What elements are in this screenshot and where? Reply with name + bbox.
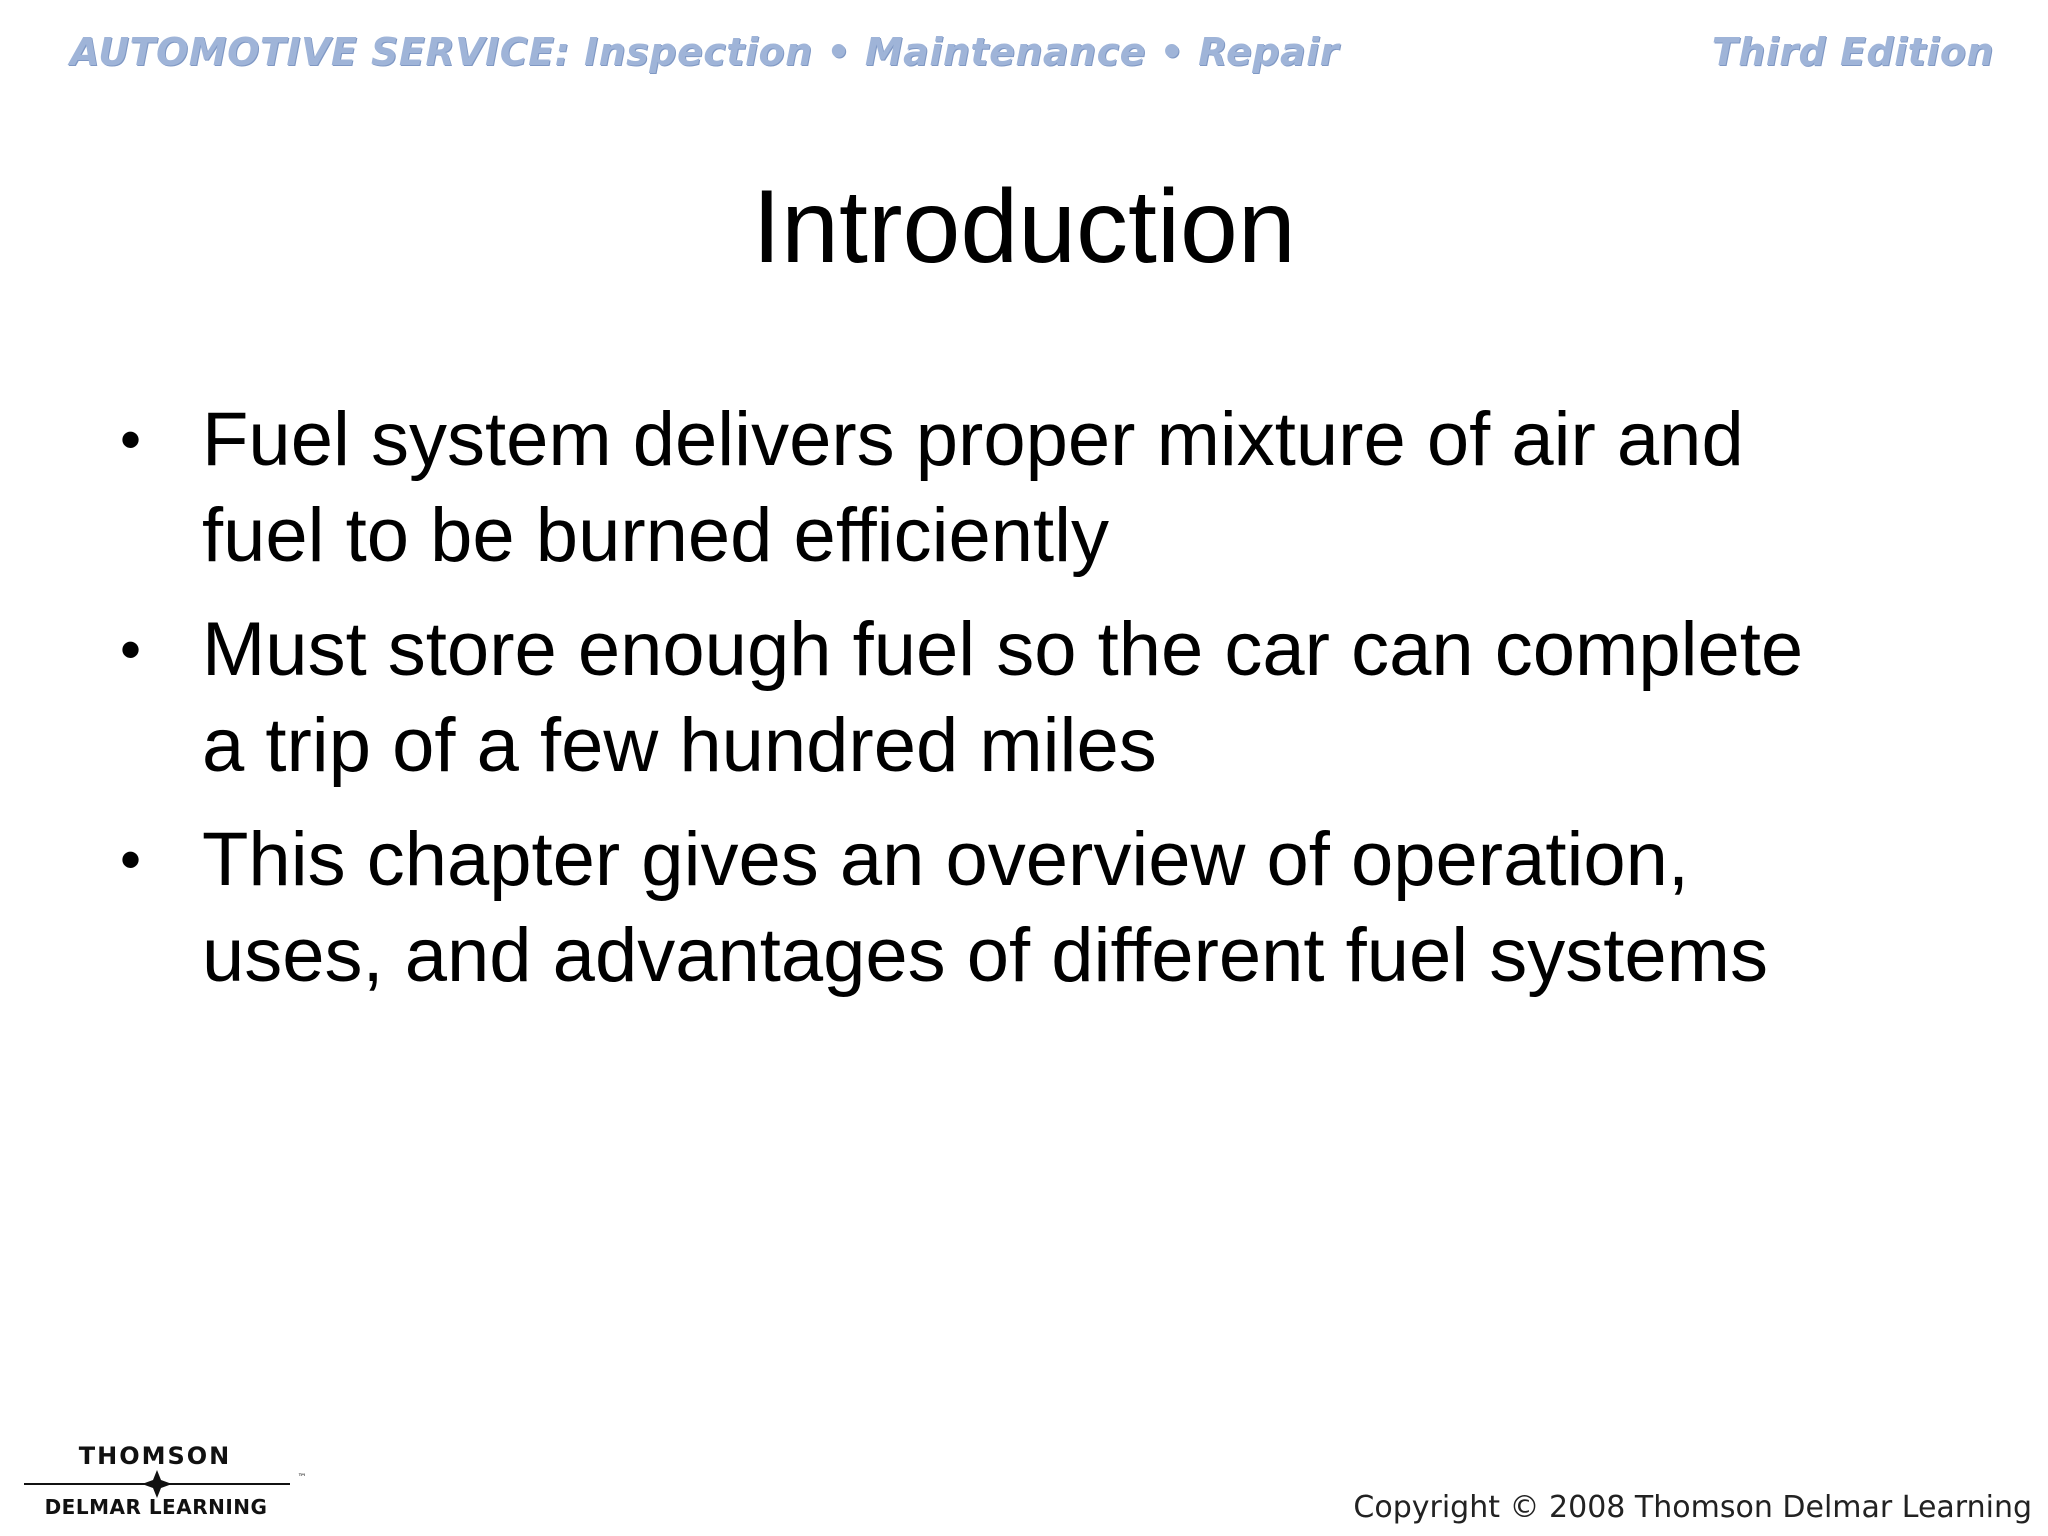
bullet-line: Fuel system delivers proper mixture of air and xyxy=(202,397,1744,482)
bullet-line: uses, and advantages of different fuel systems xyxy=(202,913,1768,998)
bullet-line: a trip of a few hundred miles xyxy=(202,703,1157,788)
bullet-line: This chapter gives an overview of operation, xyxy=(202,817,1690,902)
thomson-delmar-logo xyxy=(22,1440,312,1520)
bullet-line: fuel to be burned efficiently xyxy=(202,493,1109,578)
bullet-line: Must store enough fuel so the car can complete xyxy=(202,607,1804,692)
logo-thomson-text: THOMSON xyxy=(78,1442,232,1470)
bullet-list xyxy=(120,392,1940,1022)
slide-title: Introduction xyxy=(752,169,1296,285)
logo-graphic xyxy=(22,1440,312,1520)
logo-delmar-text: DELMAR LEARNING xyxy=(44,1495,268,1519)
bullet-icon: • xyxy=(120,826,142,893)
bullet-item xyxy=(120,392,1940,584)
copyright-notice: Copyright © 2008 Thomson Delmar Learning xyxy=(1353,1490,2032,1525)
book-series-title: AUTOMOTIVE SERVICE: Inspection • Maintenance • Repair xyxy=(70,30,1339,74)
bullet-icon: • xyxy=(120,616,142,683)
logo-star-icon xyxy=(142,1470,172,1498)
book-edition: Third Edition xyxy=(1711,30,1994,74)
logo-trademark: ™ xyxy=(297,1473,307,1483)
bullet-item xyxy=(120,812,1940,1004)
bullet-icon: • xyxy=(120,406,142,473)
bullet-item xyxy=(120,602,1940,794)
